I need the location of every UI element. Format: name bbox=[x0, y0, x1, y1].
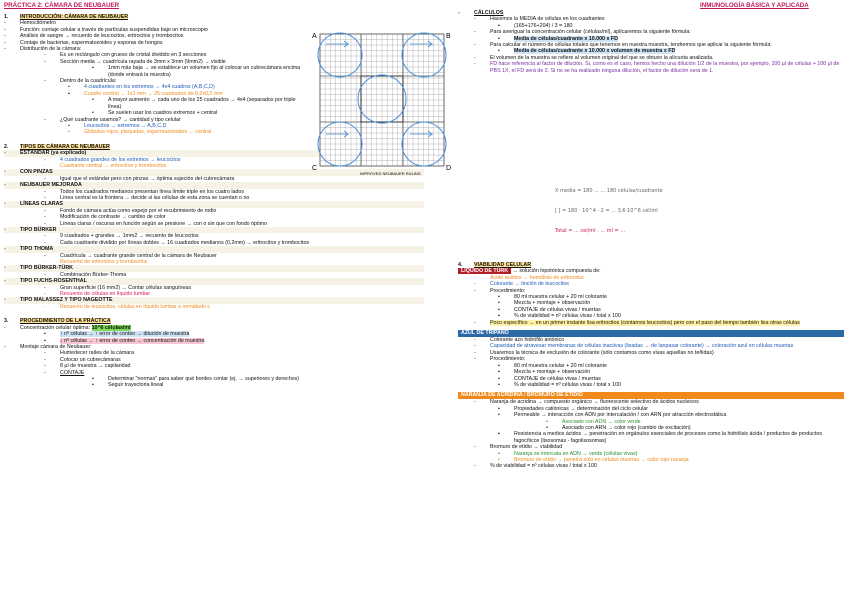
section-1-heading: 1. INTRODUCCIÓN: CÁMARA DE NEUBAUER bbox=[4, 14, 129, 20]
list-item: - Dentro de la cuadrícula: bbox=[44, 78, 117, 85]
list-item: - TIPO FUCHS-ROSENTHAL bbox=[4, 278, 424, 284]
list-item: - Cuadrícula → cuadrante grande central de la cámara de Neubauer bbox=[44, 252, 217, 259]
list-item: - Naranja de acridina → compuesto orgánico → fluorescente selectivo de ácidos nucleicos bbox=[474, 399, 699, 406]
list-item: - Colorante → tinción de leucocitos bbox=[474, 281, 569, 288]
list-item: - Sección media → cuadrícula rayada de 3mm x 3mm (9mm2) → visible bbox=[44, 58, 226, 65]
practice-title: PRÁCTICA 2: CÁMARA DE NEUBAUER bbox=[4, 2, 120, 9]
list-item: - ESTÁNDAR (ya explicado) bbox=[4, 150, 424, 156]
list-item: - Fondo de cámara actúa como espejo por el recubrimiento de rodio bbox=[44, 207, 217, 214]
list-item: - Colorante azo hidrófilo aniónico bbox=[474, 337, 565, 344]
calc-heading: - CÁLCULOS bbox=[458, 10, 504, 16]
corner-label-c: C bbox=[312, 165, 318, 172]
list-item: - TIPO THOMA bbox=[4, 246, 424, 252]
handwritten-line-1: X media = 180 ... ... 180 células/cuadrante bbox=[555, 188, 663, 194]
list-item: ▪ 80 ml muestra celular + 20 ml colorante bbox=[498, 294, 607, 301]
corner-label-d: D bbox=[446, 165, 452, 172]
list-item: - Contaje de bacterias, espermatozoides y esporas de hongos bbox=[4, 39, 163, 46]
list-item: - TIPO MALASSEZ Y TIPO NAGEOTTE bbox=[4, 297, 424, 303]
section-2-heading: 2. TIPOS DE CÁMARA DE NEUBAUER bbox=[4, 143, 110, 150]
list-item: ▪ ↑ nº células → ↑ error de conteo → dilución de muestra bbox=[44, 331, 190, 338]
list-item: - Usaremos la técnica de exclusión de colorante (sólo contamos como vivas aquellas no teñidas) bbox=[474, 349, 714, 356]
neubauer-grid-illustration bbox=[312, 30, 452, 178]
list-item: ▪ 1mm más baja → se establece un volumen fijo al colocar un cubrecámara encima (donde entrará la muestra) bbox=[92, 65, 301, 78]
list-item: - Líneas claras / oscuras en función según se presione → con o sin que con fondo óptimo bbox=[44, 220, 268, 227]
list-item: - Distribución de la cámara: bbox=[4, 46, 82, 53]
list-item: - Igual que el estándar pero con pinzas → óptima sujeción del cubrecámara bbox=[44, 175, 235, 182]
right-column-lower bbox=[458, 258, 844, 470]
list-item: - Bromuro de etidio → viabilidad bbox=[474, 444, 563, 451]
list-item: - Procedimiento: bbox=[474, 287, 526, 294]
list-item: • Asociado con ADN → color verde bbox=[546, 418, 641, 425]
list-item: - Modificación de contraste → cambio de color bbox=[44, 214, 166, 221]
turk-heading: LÍQUIDO DE TÜRK → solución hipotónica compuesta de: bbox=[458, 268, 844, 274]
list-item: - 8 µl de muestra → capilaridad bbox=[44, 363, 131, 370]
grid-caption: IMPROVED NEUBAUER RULING bbox=[360, 171, 421, 176]
list-item: - Hacemos la MEDIA de células en los cuadrantes bbox=[474, 16, 605, 23]
list-item: - El volumen de la muestra se refiere al volumen original del que se obtuvo la alícuota analizada. bbox=[474, 54, 714, 61]
corner-label-a: A bbox=[312, 33, 317, 40]
list-item: - Cuadrante central → eritrocitos y trombocitos bbox=[44, 162, 167, 169]
list-item: - LÍNEAS CLARAS bbox=[4, 201, 424, 207]
handwritten-line-2: [ ] = 180 · 10^4 · 2 = ... 3,6·10^6 cél/ml bbox=[555, 208, 658, 214]
list-item: - FD hace referencia al factor de dilución. Si, como es el caso, hemos hecho una dilución 1/2 de la muestra, por ejemplo, 100 µl de células + 100 µl de PBS 1X, el FD será de 2. Si no se ha realizado ninguna dilución, el factor de dilución será de 1. bbox=[474, 61, 840, 74]
list-item: ▪ Mezcla + montaje + observación bbox=[498, 300, 591, 307]
section-3-heading: 3. PROCEDIMIENTO DE LA PRÁCTICA bbox=[4, 318, 111, 325]
list-item: ▪ Cuadro central → 1x1 mm → 25 cuadrados de 0,2x0,2 mm bbox=[68, 90, 223, 97]
list-item: • Asociado con ARN → color rojo (cambio de excitación) bbox=[546, 424, 691, 431]
list-item: - Es un rectángulo con grueso de cristal dividido en 3 secciones bbox=[44, 52, 207, 59]
list-item: • A mayor aumento → cada uno de los 25 cuadrados → 4x4 (separados por triple línea) bbox=[92, 97, 296, 110]
list-item: ▪ 4 cuadrantes en los extremos → 4x4 cuadros (A,B,C,D) bbox=[68, 84, 215, 91]
list-item: - Para averiguar la concentración celular (células/ml), aplicaremos la siguiente fórmula: bbox=[474, 29, 691, 36]
list-item: ▪ 80 ml muestra celular + 20 ml colorante bbox=[498, 362, 607, 369]
list-item: - Hemocitómetro bbox=[4, 20, 56, 27]
list-item: ▪ CONTAJE de células vivas / muertas bbox=[498, 306, 601, 313]
list-item: - TIPO BÜRKER-TÜRK bbox=[4, 265, 424, 271]
neubauer-grid-svg bbox=[312, 30, 452, 178]
list-item: - Combinación Bürker-Thoma bbox=[44, 271, 127, 278]
list-item: - Humedecer raíles de la cámara bbox=[44, 350, 134, 357]
list-item: - % de viabilidad = nº células vivas / total x 100 bbox=[474, 463, 597, 470]
list-item: • Se suelen usar los cuadros extremos + central bbox=[92, 110, 218, 117]
list-item: ▪ Naranja se intercala en ADN → verde (células vivas) bbox=[498, 450, 638, 457]
list-item: - Gran superficie (16 mm2) → Contar células sanguíneas bbox=[44, 284, 192, 291]
list-item: - Ácido acético → hemólisis de eritrocitos bbox=[474, 274, 584, 281]
list-item: - ¿Qué cuadrante usamos? → cantidad y tipo celular bbox=[44, 116, 181, 123]
list-item: - Función: contaje celular a través de partículas suspendidas bajo un microscopio bbox=[4, 26, 208, 33]
list-item: ▪ % de viabilidad = nº células vivas / total x 100 bbox=[498, 313, 621, 320]
handwritten-calculation bbox=[555, 186, 835, 256]
list-item: ▪ Seguir trayectoria lineal bbox=[92, 382, 164, 389]
list-item: - CON PINZAS bbox=[4, 169, 424, 175]
formula-concentration: ▪ Media de células/cuadrante x 10.000 x FD bbox=[498, 35, 618, 42]
list-item: ▪ Permeable → interacción con ADN por intercalación / con ARN por atracción electrostática bbox=[498, 412, 727, 419]
list-item: - Concentración celular óptima: 10^6 células/ml bbox=[4, 324, 131, 331]
list-item: - TIPO BÜRKER bbox=[4, 227, 424, 233]
handwritten-line-3: Total = ... cel/ml · ... ml = ... bbox=[555, 228, 626, 234]
list-item: - Cada cuadrante dividido por líneas dobles → 16 cuadrados medianos (0,2mm) → eritrocitos y trombocitos bbox=[44, 239, 310, 246]
list-item: - Línea central es la frontera → decide si las células de esta zona se cuentan o no bbox=[44, 194, 250, 201]
course-title: INMUNOLOGÍA BÁSICA Y APLICADA bbox=[700, 2, 809, 9]
acridine-heading: NARANJA DE ACRIDINA / BROMURO DE ETIDIO bbox=[458, 392, 844, 399]
list-item: ▪ Resistencia a medios ácidos → penetración en orgánulos esenciales de procesos como la hidrólisis ácida / productos de productos fagocíticos (lisosomas - fagolisosomas) bbox=[498, 431, 822, 444]
list-item: - Recuento de células en líquido lumbar bbox=[44, 291, 151, 298]
list-item: ▪ CONTAJE de células vivas / muertas bbox=[498, 375, 601, 382]
corner-label-b: B bbox=[446, 33, 451, 40]
list-item: ▪ % de viabilidad = nº células vivas / total x 100 bbox=[498, 381, 621, 388]
list-item: ▪ Leucocitos → extremos → A,B,C,D bbox=[68, 122, 167, 129]
list-item: - Todos los cuadrados medianos presentan línea límite triple en los cuatro lados bbox=[44, 188, 245, 195]
list-item: ▪ Bromuro de etidio → penetra sólo en células muertas → color rojo-naranja bbox=[498, 456, 689, 463]
section-4-heading: 4. VIABILIDAD CELULAR bbox=[458, 262, 532, 268]
list-item: - NEUBAUER MEJORADA bbox=[4, 182, 424, 188]
list-item: - Análisis de sangre → recuento de leucocitos, eritrocitos y trombocitos bbox=[4, 33, 184, 40]
list-item: ▪ Determinar "normas" para saber qué bordes contar (ej. → superiores y derechos) bbox=[92, 375, 300, 382]
list-item: - 4 cuadrados grandes de los extremos → leucocitos bbox=[44, 156, 181, 163]
list-item: ▪ ↓ nº células → ↑ error de conteo → concentración de muestra bbox=[44, 337, 205, 344]
trypan-heading: AZUL DE TRIPANO bbox=[458, 330, 844, 337]
list-item: - Montaje cámara de Neubauer: bbox=[4, 343, 92, 350]
list-item: ▪ (165+176+204) / 3 = 180 bbox=[498, 22, 573, 29]
list-item: - Capacidad de atravesar membranas de células inactivas (lisadas → de lanpasar colorante) → coloración azul en células muertas bbox=[474, 343, 794, 350]
list-item: - Poco específico → en un primer instante lisa eritrocitos (contamos leucocitos) pero con el paso del tiempo también lisa otras células bbox=[474, 319, 800, 326]
list-item: - Procedimiento: bbox=[474, 356, 526, 363]
list-item: - Recuento de eritrocitos y trombocitos bbox=[44, 259, 148, 266]
list-item: - Recuento de leucocitos, células en líquido lumbar o nemátodo c bbox=[44, 303, 211, 310]
list-item: - CONTAJE bbox=[44, 369, 85, 376]
list-item: ▪ Glóbulos rojos, plaquetas, espermatozoides → central bbox=[68, 129, 212, 136]
list-item: - Colocar un cubrecámaras bbox=[44, 356, 121, 363]
right-column bbox=[458, 10, 844, 74]
list-item: ▪ Propiedades catiónicas → determinación del ciclo celular bbox=[498, 405, 648, 412]
list-item: ▪ Mezcla + montaje + observación bbox=[498, 369, 591, 376]
list-item: - Para calcular el número de células totales que tenemos en nuestra muestra, tendremos que aplicar la siguiente fórmula: bbox=[474, 42, 772, 49]
formula-total: ▪ Media de células/cuadrante x 10.000 x volumen de muestra x FD bbox=[498, 48, 676, 55]
list-item: - 9 cuadrados + grandes → 1mm2 → recuento de leucocitos bbox=[44, 233, 199, 240]
